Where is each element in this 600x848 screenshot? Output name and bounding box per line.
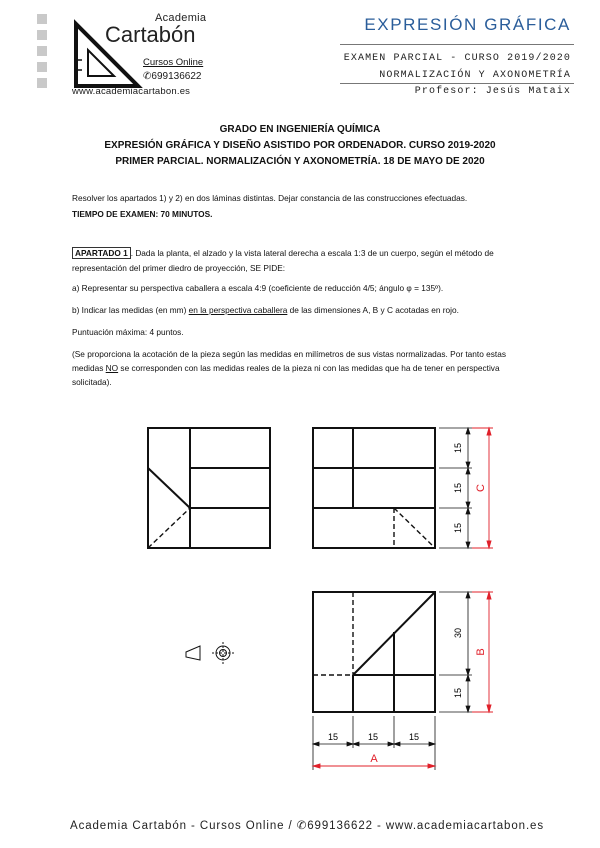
projection-symbol-icon (186, 642, 234, 664)
note-line-2: medidas NO se corresponden con las medidas reales de la pieza ni con las medidas que ha de tener en perspectiva (72, 363, 500, 373)
apartado-line-1: APARTADO 1 . Dada la planta, el alzado y la vista lateral derecha a escala 1:3 de un cuerpo, según el método de (72, 247, 547, 260)
title-degree: GRADO EN INGENIERÍA QUÍMICA (219, 124, 381, 135)
exam-line: EXAMEN PARCIAL - CURSO 2019/2020 (343, 53, 571, 64)
label-a: A (370, 753, 378, 765)
brand-online: Cursos Online (143, 57, 204, 68)
apartado-label: APARTADO 1 (72, 247, 131, 259)
label-b: B (475, 648, 487, 656)
item-b-highlight: en la perspectiva caballera (188, 305, 288, 315)
dim-plan-bot: 15 (453, 687, 463, 699)
dim-bottom-1: 15 (327, 732, 339, 742)
label-c: C (475, 484, 487, 492)
dim-bottom-2: 15 (367, 732, 379, 742)
item-a: a) Representar su perspectiva caballera a escala 4:9 (coeficiente de reducción 4/5; ángulo φ = 135º). (72, 283, 444, 293)
note-line-3: solicitada). (72, 377, 112, 387)
brand-phone: ✆699136622 (143, 71, 202, 82)
item-b: b) Indicar las medidas (en mm) en la perspectiva caballera de las dimensiones A, B y C acotadas en rojo. (72, 305, 459, 315)
dim-bottom-3: 15 (408, 732, 420, 742)
score: Puntuación máxima: 4 puntos. (72, 327, 184, 337)
footer: Academia Cartabón - Cursos Online / ✆699136622 - www.academiacartabon.es (70, 820, 544, 832)
professor-line: Profesor: Jesús Mataix (414, 86, 571, 97)
brand-main: Cartabón (105, 22, 196, 47)
apartado-line-2: representación del primer diedro de proyección, SE PIDE: (72, 263, 286, 273)
brand-web: www.academiacartabon.es (72, 86, 191, 97)
title-exam: PRIMER PARCIAL. NORMALIZACIÓN Y AXONOMETRÍA. 18 DE MAYO DE 2020 (115, 156, 485, 167)
note-no: NO (105, 363, 119, 373)
dim-side-mid: 15 (453, 482, 463, 494)
note-line-1: (Se proporciona la acotación de la pieza según las medidas en milímetros de sus vistas normalizadas. Por tanto estas (72, 349, 506, 359)
dim-plan-top: 30 (453, 627, 463, 639)
instructions: Resolver los apartados 1) y 2) en dos láminas distintas. Dejar constancia de las construcciones efectuadas. (72, 193, 468, 203)
title-course: EXPRESIÓN GRÁFICA Y DISEÑO ASISTIDO POR ORDENADOR. CURSO 2019-2020 (104, 140, 496, 151)
brand-small: Academia (155, 12, 207, 24)
subject-title: EXPRESIÓN GRÁFICA (364, 15, 571, 34)
side-view (313, 428, 435, 548)
dim-side-top: 15 (453, 442, 463, 454)
whatsapp-icon: ✆ (143, 71, 152, 82)
dim-side-bot: 15 (453, 522, 463, 534)
topic-line: NORMALIZACIÓN Y AXONOMETRÍA (379, 70, 571, 81)
front-view (148, 428, 270, 548)
exam-time: TIEMPO DE EXAMEN: 70 MINUTOS. (72, 209, 213, 219)
whatsapp-icon: ✆ (296, 820, 308, 832)
plan-view (313, 592, 435, 712)
